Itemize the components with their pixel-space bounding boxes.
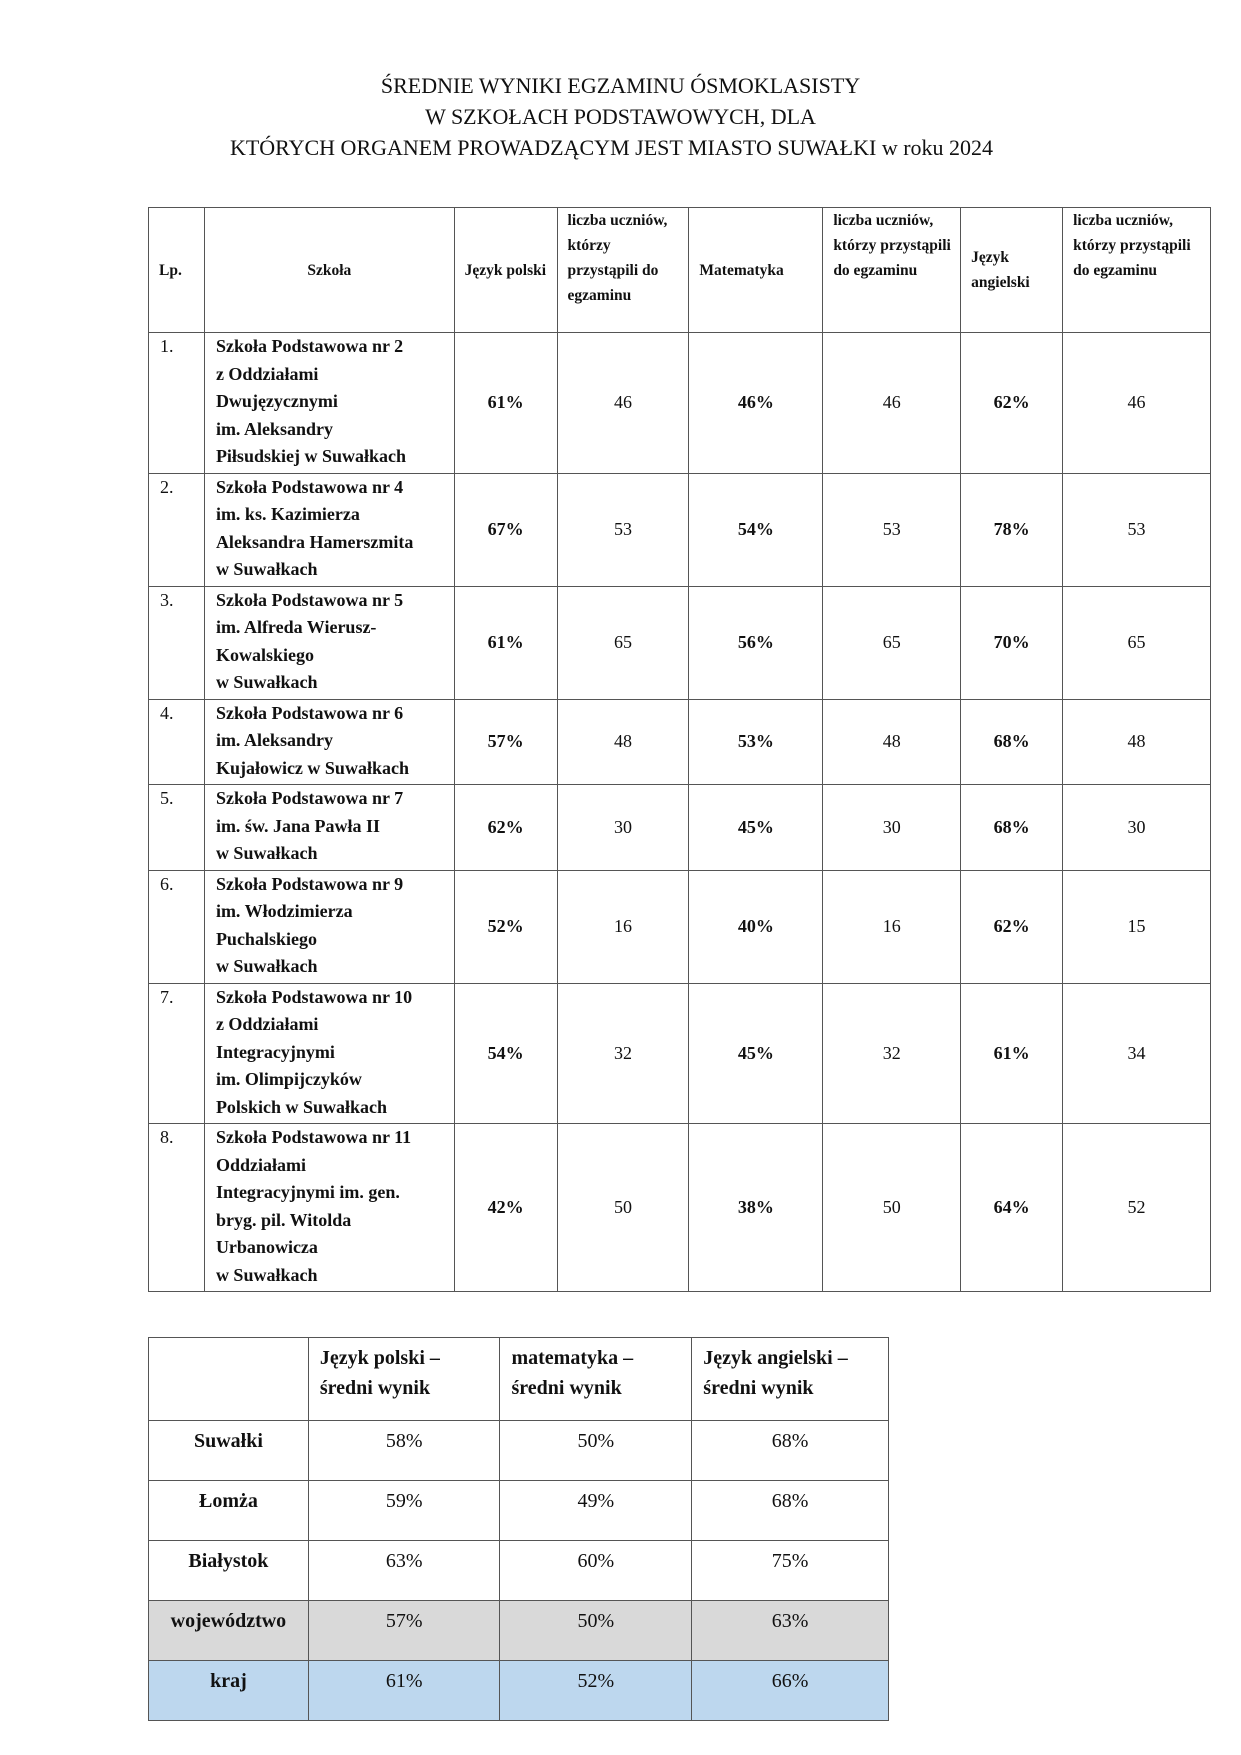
polish-average: 61%	[308, 1661, 500, 1721]
math-student-count: 46	[823, 333, 961, 474]
school-name-line: Aleksandra Hamerszmita	[215, 531, 414, 552]
row-number: 4.	[149, 699, 205, 785]
school-name	[204, 1124, 454, 1292]
header-school: Szkoła	[204, 208, 454, 333]
math-score: 53%	[689, 699, 823, 785]
polish-student-count: 53	[557, 473, 689, 586]
polish-student-count: 32	[557, 983, 689, 1124]
school-name-line: Szkoła Podstawowa nr 9	[215, 873, 404, 894]
school-name-line: w Suwałkach	[215, 672, 318, 692]
polish-student-count: 48	[557, 699, 689, 785]
school-name	[204, 586, 454, 699]
english-average: 68%	[692, 1421, 889, 1481]
polish-student-count: 46	[557, 333, 689, 474]
school-name-line: im. Aleksandry	[215, 418, 333, 439]
title-line-2: W SZKOŁACH PODSTAWOWYCH, DLA	[425, 104, 816, 129]
header-count-english: liczba uczniów, którzy przystąpili do egzaminu	[1063, 208, 1211, 333]
polish-average: 59%	[308, 1481, 500, 1541]
summary-header-math: matematyka – średni wynik	[500, 1338, 692, 1421]
header-count-polish: liczba uczniów, którzy przystąpili do egzaminu	[557, 208, 689, 333]
math-score: 45%	[689, 983, 823, 1124]
table-row	[149, 699, 1211, 785]
polish-student-count: 30	[557, 785, 689, 871]
polish-score: 54%	[454, 983, 557, 1124]
school-name-line: Integracyjnymi im. gen.	[215, 1182, 400, 1202]
english-student-count: 65	[1063, 586, 1211, 699]
english-score: 70%	[961, 586, 1063, 699]
school-name-line: Szkoła Podstawowa nr 5	[215, 589, 404, 610]
math-score: 45%	[689, 785, 823, 871]
polish-score: 42%	[454, 1124, 557, 1292]
table-row	[149, 586, 1211, 699]
polish-score: 52%	[454, 870, 557, 983]
header-lp: Lp.	[149, 208, 205, 333]
school-name-line: Szkoła Podstawowa nr 10	[215, 986, 413, 1007]
school-name-line: im. Olimpijczyków	[215, 1069, 362, 1089]
title-line-3: KTÓRYCH ORGANEM PROWADZĄCYM JEST MIASTO SUWAŁKI w roku 2024	[229, 135, 994, 160]
school-name-line: im. ks. Kazimierza	[215, 504, 360, 524]
math-score: 56%	[689, 586, 823, 699]
summary-header-corner	[149, 1338, 309, 1421]
summary-row	[149, 1481, 889, 1541]
header-polish: Język polski	[454, 208, 557, 333]
row-number: 6.	[149, 870, 205, 983]
school-name-line: Szkoła Podstawowa nr 7	[215, 788, 404, 808]
math-score: 38%	[689, 1124, 823, 1292]
math-student-count: 32	[823, 983, 961, 1124]
school-name-line: Piłsudskiej w Suwałkach	[215, 446, 406, 466]
polish-score: 67%	[454, 473, 557, 586]
summary-header-english: Język angielski – średni wynik	[692, 1338, 889, 1421]
polish-student-count: 65	[557, 586, 689, 699]
table-row	[149, 870, 1211, 983]
math-average: 50%	[500, 1421, 692, 1481]
english-score: 78%	[961, 473, 1063, 586]
math-average: 60%	[500, 1541, 692, 1601]
school-name	[204, 699, 454, 785]
school-name-line: w Suwałkach	[215, 559, 318, 579]
math-student-count: 48	[823, 699, 961, 785]
polish-average: 58%	[308, 1421, 500, 1481]
math-score: 54%	[689, 473, 823, 586]
english-average: 68%	[692, 1481, 889, 1541]
polish-score: 62%	[454, 785, 557, 871]
english-student-count: 53	[1063, 473, 1211, 586]
school-name-line: im. Aleksandry	[215, 730, 333, 750]
school-name-line: Urbanowicza	[215, 1237, 318, 1257]
school-name-line: w Suwałkach	[215, 1264, 318, 1285]
summary-header-polish: Język polski – średni wynik	[308, 1338, 500, 1421]
table-row	[149, 333, 1211, 474]
math-score: 46%	[689, 333, 823, 474]
header-count-math: liczba uczniów, którzy przystąpili do egzaminu	[823, 208, 961, 333]
school-name-line: z Oddziałami	[215, 1014, 319, 1034]
math-student-count: 65	[823, 586, 961, 699]
table-row	[149, 983, 1211, 1124]
summary-row	[149, 1661, 889, 1721]
school-name-line: im. Alfreda Wierusz-	[215, 617, 377, 637]
math-student-count: 30	[823, 785, 961, 871]
school-name-line: Szkoła Podstawowa nr 4	[215, 476, 404, 497]
school-name	[204, 333, 454, 474]
math-average: 49%	[500, 1481, 692, 1541]
school-name-line: bryg. pil. Witolda	[215, 1209, 352, 1230]
school-name-line: w Suwałkach	[215, 956, 318, 976]
table-row	[149, 1124, 1211, 1292]
english-score: 61%	[961, 983, 1063, 1124]
english-score: 68%	[961, 699, 1063, 785]
document-title	[0, 70, 1241, 163]
region-label: Suwałki	[149, 1421, 309, 1481]
school-name-line: Oddziałami	[215, 1154, 306, 1175]
school-name-line: Dwujęzycznymi	[215, 391, 338, 411]
row-number: 1.	[149, 333, 205, 474]
school-name-line: im. Włodzimierza	[215, 901, 353, 921]
row-number: 3.	[149, 586, 205, 699]
english-score: 62%	[961, 333, 1063, 474]
region-label: województwo	[149, 1601, 309, 1661]
polish-average: 57%	[308, 1601, 500, 1661]
school-name-line: Puchalskiego	[215, 928, 317, 949]
results-body	[149, 333, 1211, 1292]
polish-score: 61%	[454, 586, 557, 699]
summary-row	[149, 1421, 889, 1481]
polish-average: 63%	[308, 1541, 500, 1601]
summary-table	[148, 1337, 889, 1721]
row-number: 5.	[149, 785, 205, 871]
polish-score: 57%	[454, 699, 557, 785]
school-name-line: Kowalskiego	[215, 644, 314, 665]
english-score: 62%	[961, 870, 1063, 983]
summary-row	[149, 1601, 889, 1661]
english-score: 68%	[961, 785, 1063, 871]
english-average: 63%	[692, 1601, 889, 1661]
school-name-line: Szkoła Podstawowa nr 2	[215, 336, 404, 356]
school-name	[204, 983, 454, 1124]
math-student-count: 50	[823, 1124, 961, 1292]
school-name-line: z Oddziałami	[215, 363, 319, 384]
region-label: Białystok	[149, 1541, 309, 1601]
polish-student-count: 50	[557, 1124, 689, 1292]
region-label: kraj	[149, 1661, 309, 1721]
header-math: Matematyka	[689, 208, 823, 333]
school-results-table	[148, 207, 1211, 1292]
row-number: 8.	[149, 1124, 205, 1292]
school-name-line: Kujałowicz w Suwałkach	[215, 757, 409, 778]
english-average: 75%	[692, 1541, 889, 1601]
summary-body	[149, 1421, 889, 1721]
school-name-line: Integracyjnymi	[215, 1041, 335, 1062]
english-student-count: 48	[1063, 699, 1211, 785]
math-student-count: 53	[823, 473, 961, 586]
row-number: 2.	[149, 473, 205, 586]
school-name-line: Szkoła Podstawowa nr 11	[215, 1127, 412, 1147]
title-line-1: ŚREDNIE WYNIKI EGZAMINU ÓSMOKLASISTY	[380, 73, 861, 98]
math-score: 40%	[689, 870, 823, 983]
summary-header-row	[149, 1338, 889, 1421]
math-average: 50%	[500, 1601, 692, 1661]
school-name-line: im. św. Jana Pawła II	[215, 815, 380, 836]
english-student-count: 52	[1063, 1124, 1211, 1292]
math-average: 52%	[500, 1661, 692, 1721]
row-number: 7.	[149, 983, 205, 1124]
table-row	[149, 785, 1211, 871]
summary-row	[149, 1541, 889, 1601]
header-english: Język angielski	[961, 208, 1063, 333]
polish-score: 61%	[454, 333, 557, 474]
school-name	[204, 785, 454, 871]
results-header-row	[149, 208, 1211, 333]
english-student-count: 30	[1063, 785, 1211, 871]
polish-student-count: 16	[557, 870, 689, 983]
english-average: 66%	[692, 1661, 889, 1721]
school-name	[204, 870, 454, 983]
school-name-line: Szkoła Podstawowa nr 6	[215, 702, 404, 723]
english-student-count: 34	[1063, 983, 1211, 1124]
school-name-line: Polskich w Suwałkach	[215, 1096, 387, 1117]
region-label: Łomża	[149, 1481, 309, 1541]
school-name	[204, 473, 454, 586]
english-student-count: 46	[1063, 333, 1211, 474]
english-student-count: 15	[1063, 870, 1211, 983]
math-student-count: 16	[823, 870, 961, 983]
school-name-line: w Suwałkach	[215, 843, 318, 863]
english-score: 64%	[961, 1124, 1063, 1292]
table-row	[149, 473, 1211, 586]
